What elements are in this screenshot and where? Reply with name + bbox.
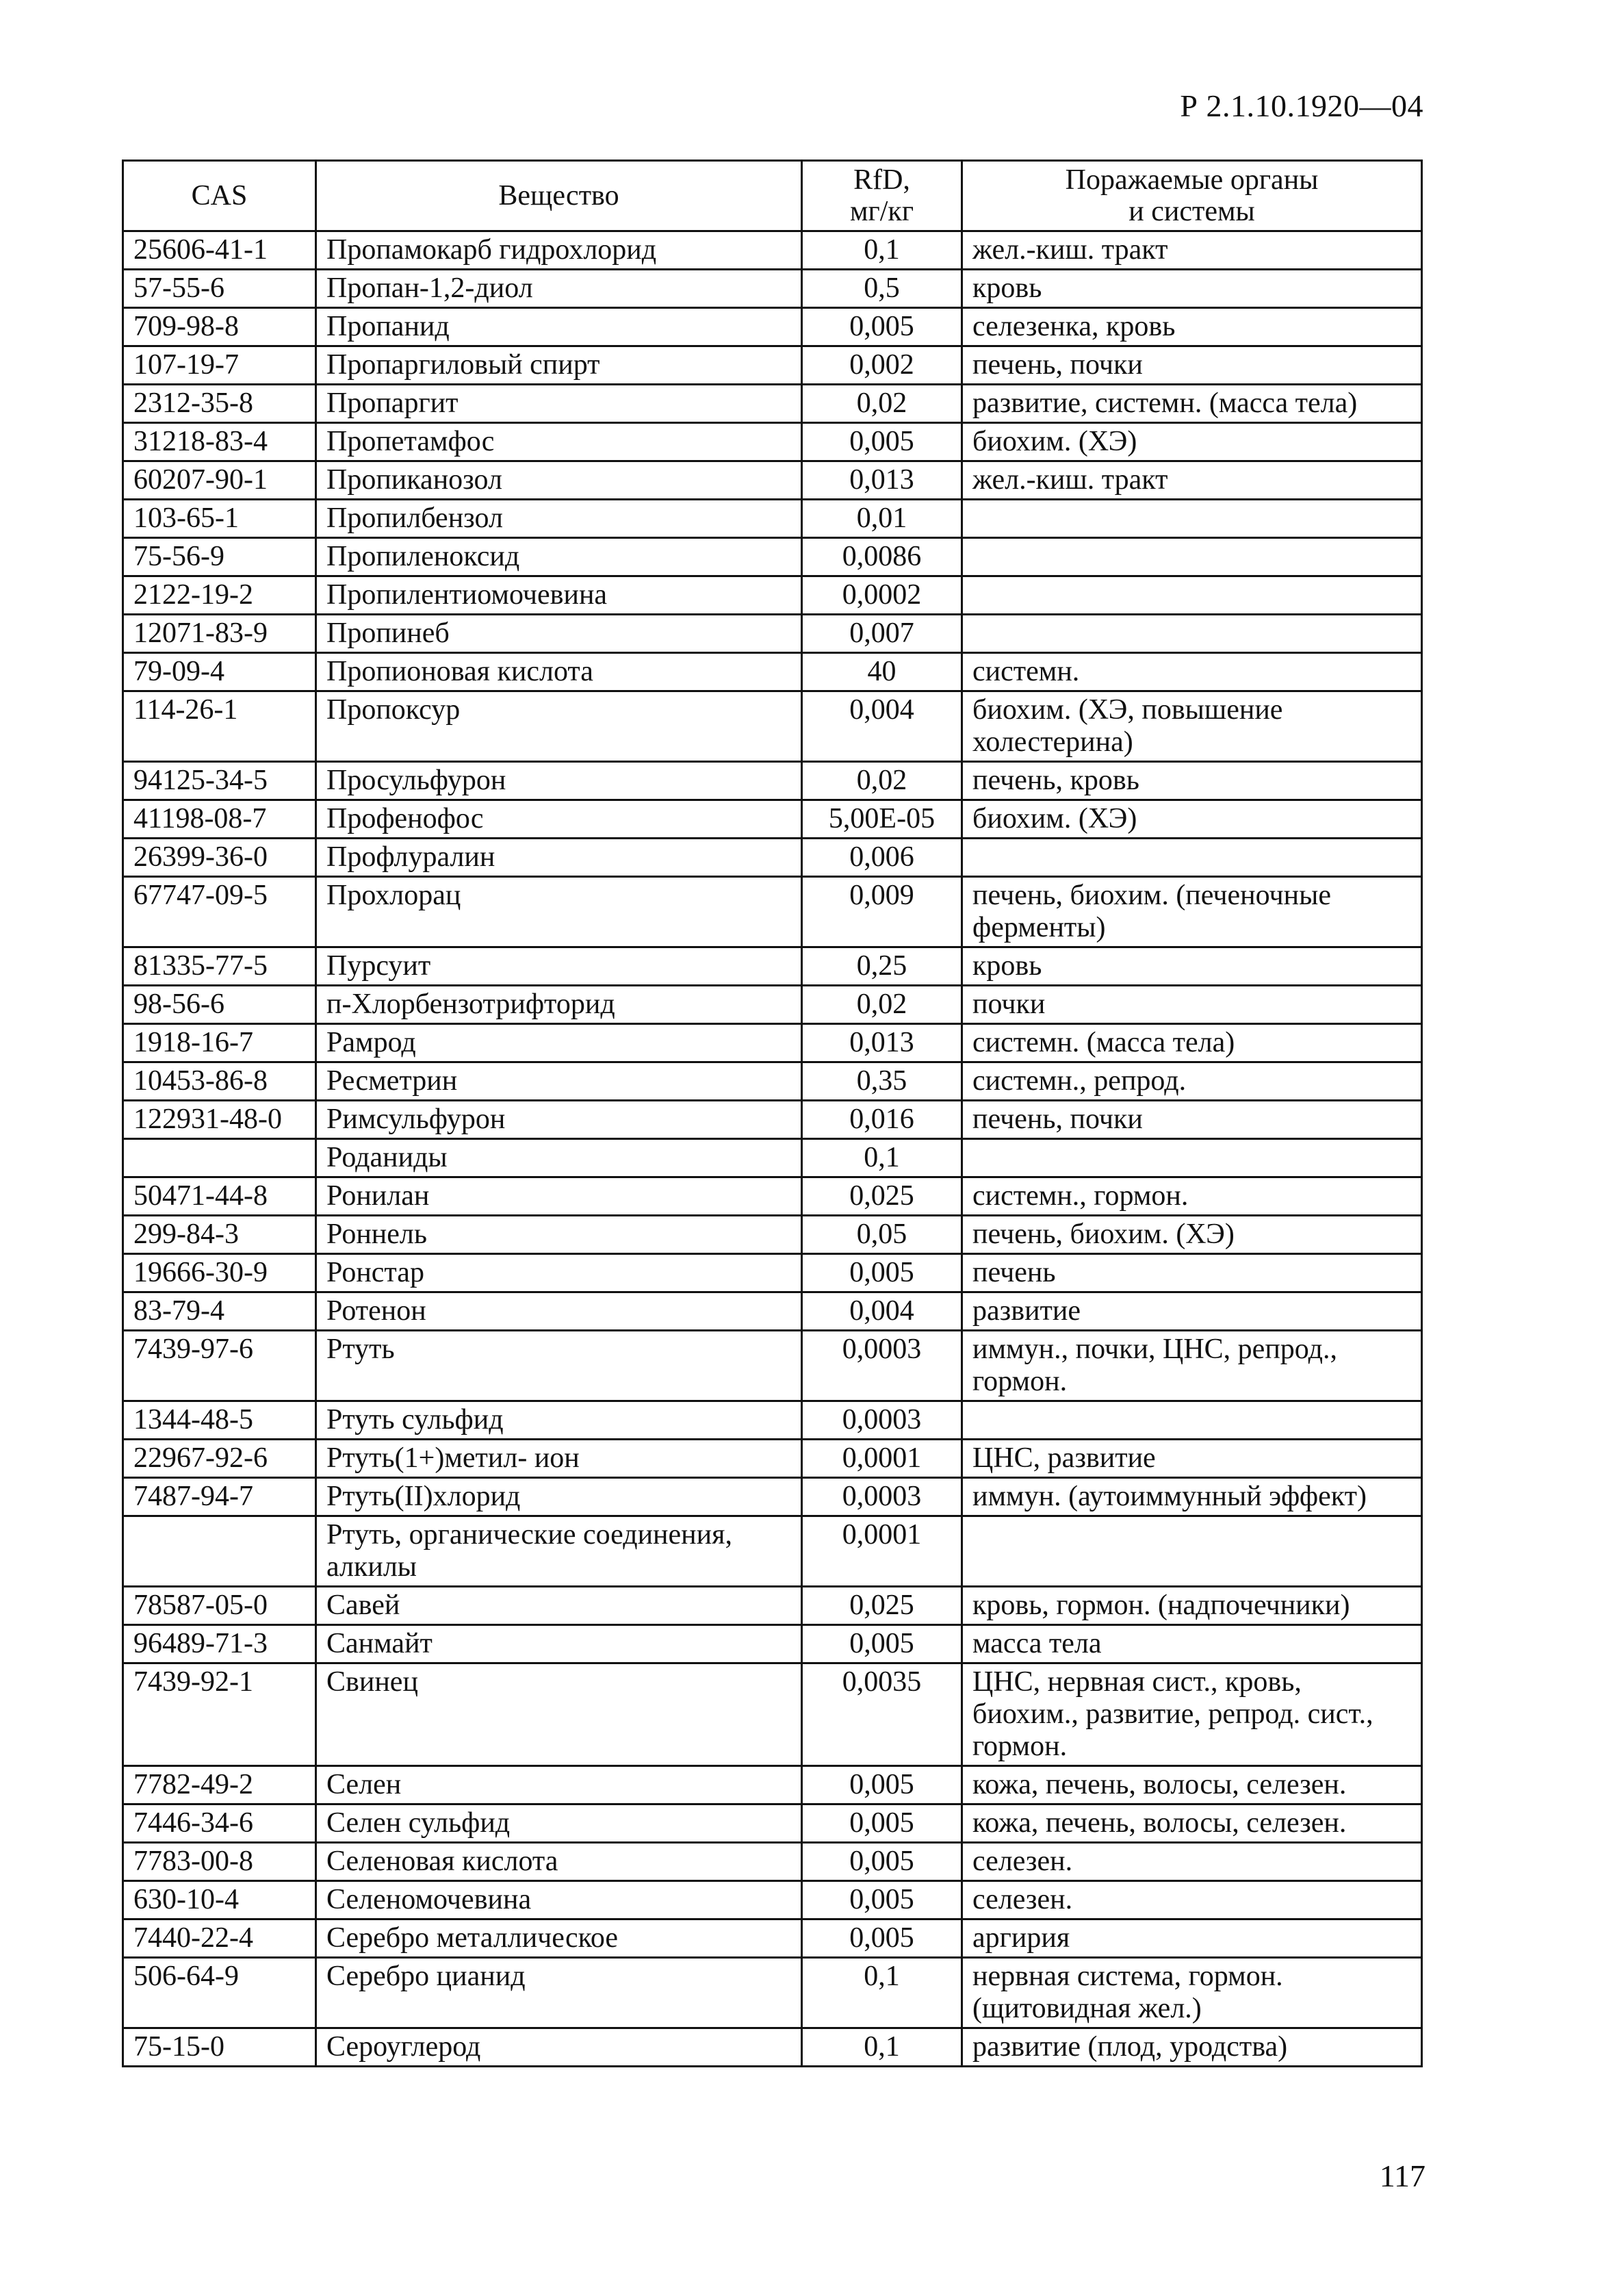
rfd-cell: 0,013	[802, 461, 962, 500]
table-row	[123, 1292, 1422, 1331]
cas-cell: 630-10-4	[123, 1881, 316, 1919]
rfd-cell: 0,0003	[802, 1401, 962, 1440]
table-row	[123, 385, 1422, 423]
cas-cell: 57-55-6	[123, 270, 316, 308]
cas-cell: 2312-35-8	[123, 385, 316, 423]
organs-cell	[962, 576, 1422, 615]
substance-cell: Пропан-1,2-диол	[316, 270, 802, 308]
organs-cell: ЦНС, развитие	[962, 1440, 1422, 1478]
organs-cell: биохим. (ХЭ)	[962, 800, 1422, 839]
substance-cell: Пропаргит	[316, 385, 802, 423]
table-row	[123, 615, 1422, 653]
organs-cell: ЦНС, нервная сист., кровь, биохим., развитие, репрод. сист., гормон.	[962, 1663, 1422, 1766]
rfd-cell: 0,0035	[802, 1663, 962, 1766]
cas-cell: 7446-34-6	[123, 1804, 316, 1843]
substance-cell: Пропионовая кислота	[316, 653, 802, 691]
substance-cell: Пропаргиловый спирт	[316, 346, 802, 385]
cas-cell: 50471-44-8	[123, 1177, 316, 1216]
substance-cell: Серебро металлическое	[316, 1919, 802, 1958]
organs-cell: развитие	[962, 1292, 1422, 1331]
organs-cell: кожа, печень, волосы, селезен.	[962, 1766, 1422, 1804]
table-row	[123, 653, 1422, 691]
substance-cell: Селеновая кислота	[316, 1843, 802, 1881]
cas-cell: 7783-00-8	[123, 1843, 316, 1881]
organs-cell	[962, 615, 1422, 653]
rfd-cell: 0,005	[802, 1254, 962, 1292]
table-row	[123, 1843, 1422, 1881]
cas-cell: 1918-16-7	[123, 1024, 316, 1062]
organs-cell	[962, 1401, 1422, 1440]
rfd-header-line2: мг/кг	[849, 196, 914, 227]
cas-cell: 26399-36-0	[123, 839, 316, 877]
cas-cell: 60207-90-1	[123, 461, 316, 500]
cas-cell: 10453-86-8	[123, 1062, 316, 1101]
substance-cell: Пропиканозол	[316, 461, 802, 500]
organs-cell: жел.-киш. тракт	[962, 461, 1422, 500]
rfd-cell: 0,005	[802, 1843, 962, 1881]
table-row	[123, 1139, 1422, 1177]
rfd-header-line1: RfD,	[853, 164, 910, 196]
substance-cell: Селеномочевина	[316, 1881, 802, 1919]
rfd-cell: 0,0001	[802, 1516, 962, 1587]
organs-cell: нервная система, гормон. (щитовидная жел.)	[962, 1958, 1422, 2028]
substance-cell: Ронилан	[316, 1177, 802, 1216]
column-header-organs	[962, 161, 1422, 231]
cas-cell: 7487-94-7	[123, 1478, 316, 1516]
table-row	[123, 1024, 1422, 1062]
rfd-cell: 0,006	[802, 839, 962, 877]
rfd-cell: 0,025	[802, 1177, 962, 1216]
organs-cell: почки	[962, 986, 1422, 1024]
organs-cell: системн., репрод.	[962, 1062, 1422, 1101]
rfd-cell: 0,005	[802, 1919, 962, 1958]
table-row	[123, 877, 1422, 947]
cas-cell: 79-09-4	[123, 653, 316, 691]
cas-cell: 19666-30-9	[123, 1254, 316, 1292]
table-row	[123, 346, 1422, 385]
substance-cell: Профлуралин	[316, 839, 802, 877]
cas-cell	[123, 1139, 316, 1177]
substance-cell: Пурсуит	[316, 947, 802, 986]
table-row	[123, 691, 1422, 762]
cas-cell: 25606-41-1	[123, 231, 316, 270]
table-header-row	[123, 161, 1422, 231]
substance-cell: Савей	[316, 1587, 802, 1625]
organs-cell	[962, 1516, 1422, 1587]
substance-cell: Пропилентиомочевина	[316, 576, 802, 615]
substance-cell: Пропамокарб гидрохлорид	[316, 231, 802, 270]
organs-cell: развитие, системн. (масса тела)	[962, 385, 1422, 423]
table-row	[123, 576, 1422, 615]
table-row	[123, 762, 1422, 800]
organs-cell: развитие (плод, уродства)	[962, 2028, 1422, 2067]
organs-cell: кровь, гормон. (надпочечники)	[962, 1587, 1422, 1625]
organs-cell: селезенка, кровь	[962, 308, 1422, 346]
cas-cell: 81335-77-5	[123, 947, 316, 986]
table-row	[123, 1401, 1422, 1440]
substance-cell: Рамрод	[316, 1024, 802, 1062]
cas-cell: 7440-22-4	[123, 1919, 316, 1958]
table-row	[123, 1625, 1422, 1663]
rfd-cell: 0,009	[802, 877, 962, 947]
substance-cell: Римсульфурон	[316, 1101, 802, 1139]
table-row	[123, 1958, 1422, 2028]
table-row	[123, 1804, 1422, 1843]
organs-cell	[962, 538, 1422, 576]
substance-cell: Ронстар	[316, 1254, 802, 1292]
substance-cell: Серебро цианид	[316, 1958, 802, 2028]
rfd-cell: 0,1	[802, 1958, 962, 2028]
cas-cell: 103-65-1	[123, 500, 316, 538]
rfd-cell: 0,0003	[802, 1331, 962, 1401]
table-row	[123, 231, 1422, 270]
organs-cell: селезен.	[962, 1881, 1422, 1919]
organs-cell: кожа, печень, волосы, селезен.	[962, 1804, 1422, 1843]
cas-cell: 299-84-3	[123, 1216, 316, 1254]
substance-cell: Роданиды	[316, 1139, 802, 1177]
organs-cell: печень, биохим. (ХЭ)	[962, 1216, 1422, 1254]
organs-cell: печень, кровь	[962, 762, 1422, 800]
substance-cell: Ртуть, органические соединения, алкилы	[316, 1516, 802, 1587]
organs-cell: системн., гормон.	[962, 1177, 1422, 1216]
table-row	[123, 1216, 1422, 1254]
table-row	[123, 1587, 1422, 1625]
cas-cell: 41198-08-7	[123, 800, 316, 839]
table-row	[123, 1478, 1422, 1516]
organs-cell	[962, 500, 1422, 538]
table-row	[123, 2028, 1422, 2067]
rfd-cell: 0,005	[802, 1766, 962, 1804]
rfd-cell: 0,25	[802, 947, 962, 986]
rfd-cell: 0,05	[802, 1216, 962, 1254]
cas-cell: 2122-19-2	[123, 576, 316, 615]
table-row	[123, 1516, 1422, 1587]
substance-cell: Просульфурон	[316, 762, 802, 800]
table-row	[123, 1440, 1422, 1478]
table-row	[123, 1881, 1422, 1919]
column-header-substance: Вещество	[316, 161, 802, 231]
rfd-cell: 0,0001	[802, 1440, 962, 1478]
substance-cell: Пропоксур	[316, 691, 802, 762]
rfd-cell: 0,016	[802, 1101, 962, 1139]
substance-cell: Прохлорац	[316, 877, 802, 947]
cas-cell: 83-79-4	[123, 1292, 316, 1331]
rfd-cell: 0,01	[802, 500, 962, 538]
substance-cell: Пропиленоксид	[316, 538, 802, 576]
substance-cell: Ртуть(1+)метил- ион	[316, 1440, 802, 1478]
substance-cell: п-Хлорбензотрифторид	[316, 986, 802, 1024]
rfd-cell: 0,005	[802, 1625, 962, 1663]
rfd-cell: 0,0086	[802, 538, 962, 576]
table-row	[123, 1254, 1422, 1292]
cas-cell: 75-15-0	[123, 2028, 316, 2067]
substance-cell: Профенофос	[316, 800, 802, 839]
substance-cell: Селен	[316, 1766, 802, 1804]
rfd-cell: 0,025	[802, 1587, 962, 1625]
table-row	[123, 1331, 1422, 1401]
organs-cell: кровь	[962, 270, 1422, 308]
cas-cell: 1344-48-5	[123, 1401, 316, 1440]
organs-cell: печень	[962, 1254, 1422, 1292]
organs-cell: печень, почки	[962, 346, 1422, 385]
substance-cell: Пропинеб	[316, 615, 802, 653]
cas-cell: 98-56-6	[123, 986, 316, 1024]
rfd-cell: 0,005	[802, 1881, 962, 1919]
table-row	[123, 1663, 1422, 1766]
rfd-cell: 5,00Е-05	[802, 800, 962, 839]
organs-header-line1: Поражаемые органы	[1065, 164, 1319, 196]
rfd-cell: 0,1	[802, 1139, 962, 1177]
organs-cell: масса тела	[962, 1625, 1422, 1663]
table-row	[123, 947, 1422, 986]
cas-cell: 107-19-7	[123, 346, 316, 385]
cas-cell: 12071-83-9	[123, 615, 316, 653]
document-code: Р 2.1.10.1920—04	[1180, 88, 1423, 123]
rfd-cell: 0,1	[802, 231, 962, 270]
table-row	[123, 308, 1422, 346]
column-header-rfd	[802, 161, 962, 231]
organs-cell: биохим. (ХЭ)	[962, 423, 1422, 461]
rfd-cell: 0,005	[802, 423, 962, 461]
page-number: 117	[1379, 2158, 1425, 2193]
organs-header-line2: и системы	[1128, 196, 1255, 227]
table-row	[123, 986, 1422, 1024]
cas-cell: 67747-09-5	[123, 877, 316, 947]
organs-cell: печень, биохим. (печеночные ферменты)	[962, 877, 1422, 947]
substance-cell: Роннель	[316, 1216, 802, 1254]
organs-cell: кровь	[962, 947, 1422, 986]
organs-cell: иммун. (аутоиммунный эффект)	[962, 1478, 1422, 1516]
rfd-cell: 40	[802, 653, 962, 691]
table-row	[123, 1101, 1422, 1139]
organs-cell: иммун., почки, ЦНС, репрод., гормон.	[962, 1331, 1422, 1401]
organs-cell: биохим. (ХЭ, повышение холестерина)	[962, 691, 1422, 762]
rfd-cell: 0,004	[802, 691, 962, 762]
table-row	[123, 500, 1422, 538]
substance-cell: Пропанид	[316, 308, 802, 346]
rfd-cell: 0,002	[802, 346, 962, 385]
cas-cell: 709-98-8	[123, 308, 316, 346]
substance-cell: Свинец	[316, 1663, 802, 1766]
organs-cell	[962, 839, 1422, 877]
organs-cell: системн.	[962, 653, 1422, 691]
substance-cell: Ресметрин	[316, 1062, 802, 1101]
cas-cell: 122931-48-0	[123, 1101, 316, 1139]
table-row	[123, 1062, 1422, 1101]
cas-cell: 506-64-9	[123, 1958, 316, 2028]
rfd-cell: 0,02	[802, 385, 962, 423]
table-row	[123, 1919, 1422, 1958]
substance-cell: Санмайт	[316, 1625, 802, 1663]
rfd-cell: 0,005	[802, 308, 962, 346]
rfd-cell: 0,02	[802, 762, 962, 800]
rfd-cell: 0,02	[802, 986, 962, 1024]
table-body	[123, 231, 1422, 2067]
cas-cell: 7782-49-2	[123, 1766, 316, 1804]
rfd-cell: 0,1	[802, 2028, 962, 2067]
substance-cell: Сероуглерод	[316, 2028, 802, 2067]
cas-cell: 94125-34-5	[123, 762, 316, 800]
substance-cell: Ротенон	[316, 1292, 802, 1331]
rfd-cell: 0,0002	[802, 576, 962, 615]
substance-cell: Ртуть сульфид	[316, 1401, 802, 1440]
table-row	[123, 1177, 1422, 1216]
organs-cell: аргирия	[962, 1919, 1422, 1958]
cas-cell: 114-26-1	[123, 691, 316, 762]
rfd-cell: 0,004	[802, 1292, 962, 1331]
cas-cell	[123, 1516, 316, 1587]
cas-cell: 31218-83-4	[123, 423, 316, 461]
cas-cell: 7439-92-1	[123, 1663, 316, 1766]
rfd-cell: 0,0003	[802, 1478, 962, 1516]
organs-cell: системн. (масса тела)	[962, 1024, 1422, 1062]
table-row	[123, 461, 1422, 500]
organs-cell: селезен.	[962, 1843, 1422, 1881]
table-row	[123, 1766, 1422, 1804]
cas-cell: 78587-05-0	[123, 1587, 316, 1625]
rfd-cell: 0,35	[802, 1062, 962, 1101]
cas-cell: 75-56-9	[123, 538, 316, 576]
column-header-cas: CAS	[123, 161, 316, 231]
substance-cell: Ртуть(II)хлорид	[316, 1478, 802, 1516]
rfd-cell: 0,5	[802, 270, 962, 308]
cas-cell: 96489-71-3	[123, 1625, 316, 1663]
rfd-table	[122, 160, 1423, 2067]
substance-cell: Пропетамфос	[316, 423, 802, 461]
table-row	[123, 270, 1422, 308]
table-row	[123, 800, 1422, 839]
rfd-cell: 0,013	[802, 1024, 962, 1062]
table-row	[123, 423, 1422, 461]
table-row	[123, 839, 1422, 877]
table-row	[123, 538, 1422, 576]
organs-cell	[962, 1139, 1422, 1177]
rfd-cell: 0,007	[802, 615, 962, 653]
substance-cell: Селен сульфид	[316, 1804, 802, 1843]
organs-cell: жел.-киш. тракт	[962, 231, 1422, 270]
cas-cell: 7439-97-6	[123, 1331, 316, 1401]
substance-cell: Ртуть	[316, 1331, 802, 1401]
substance-cell: Пропилбензол	[316, 500, 802, 538]
rfd-cell: 0,005	[802, 1804, 962, 1843]
cas-cell: 22967-92-6	[123, 1440, 316, 1478]
organs-cell: печень, почки	[962, 1101, 1422, 1139]
